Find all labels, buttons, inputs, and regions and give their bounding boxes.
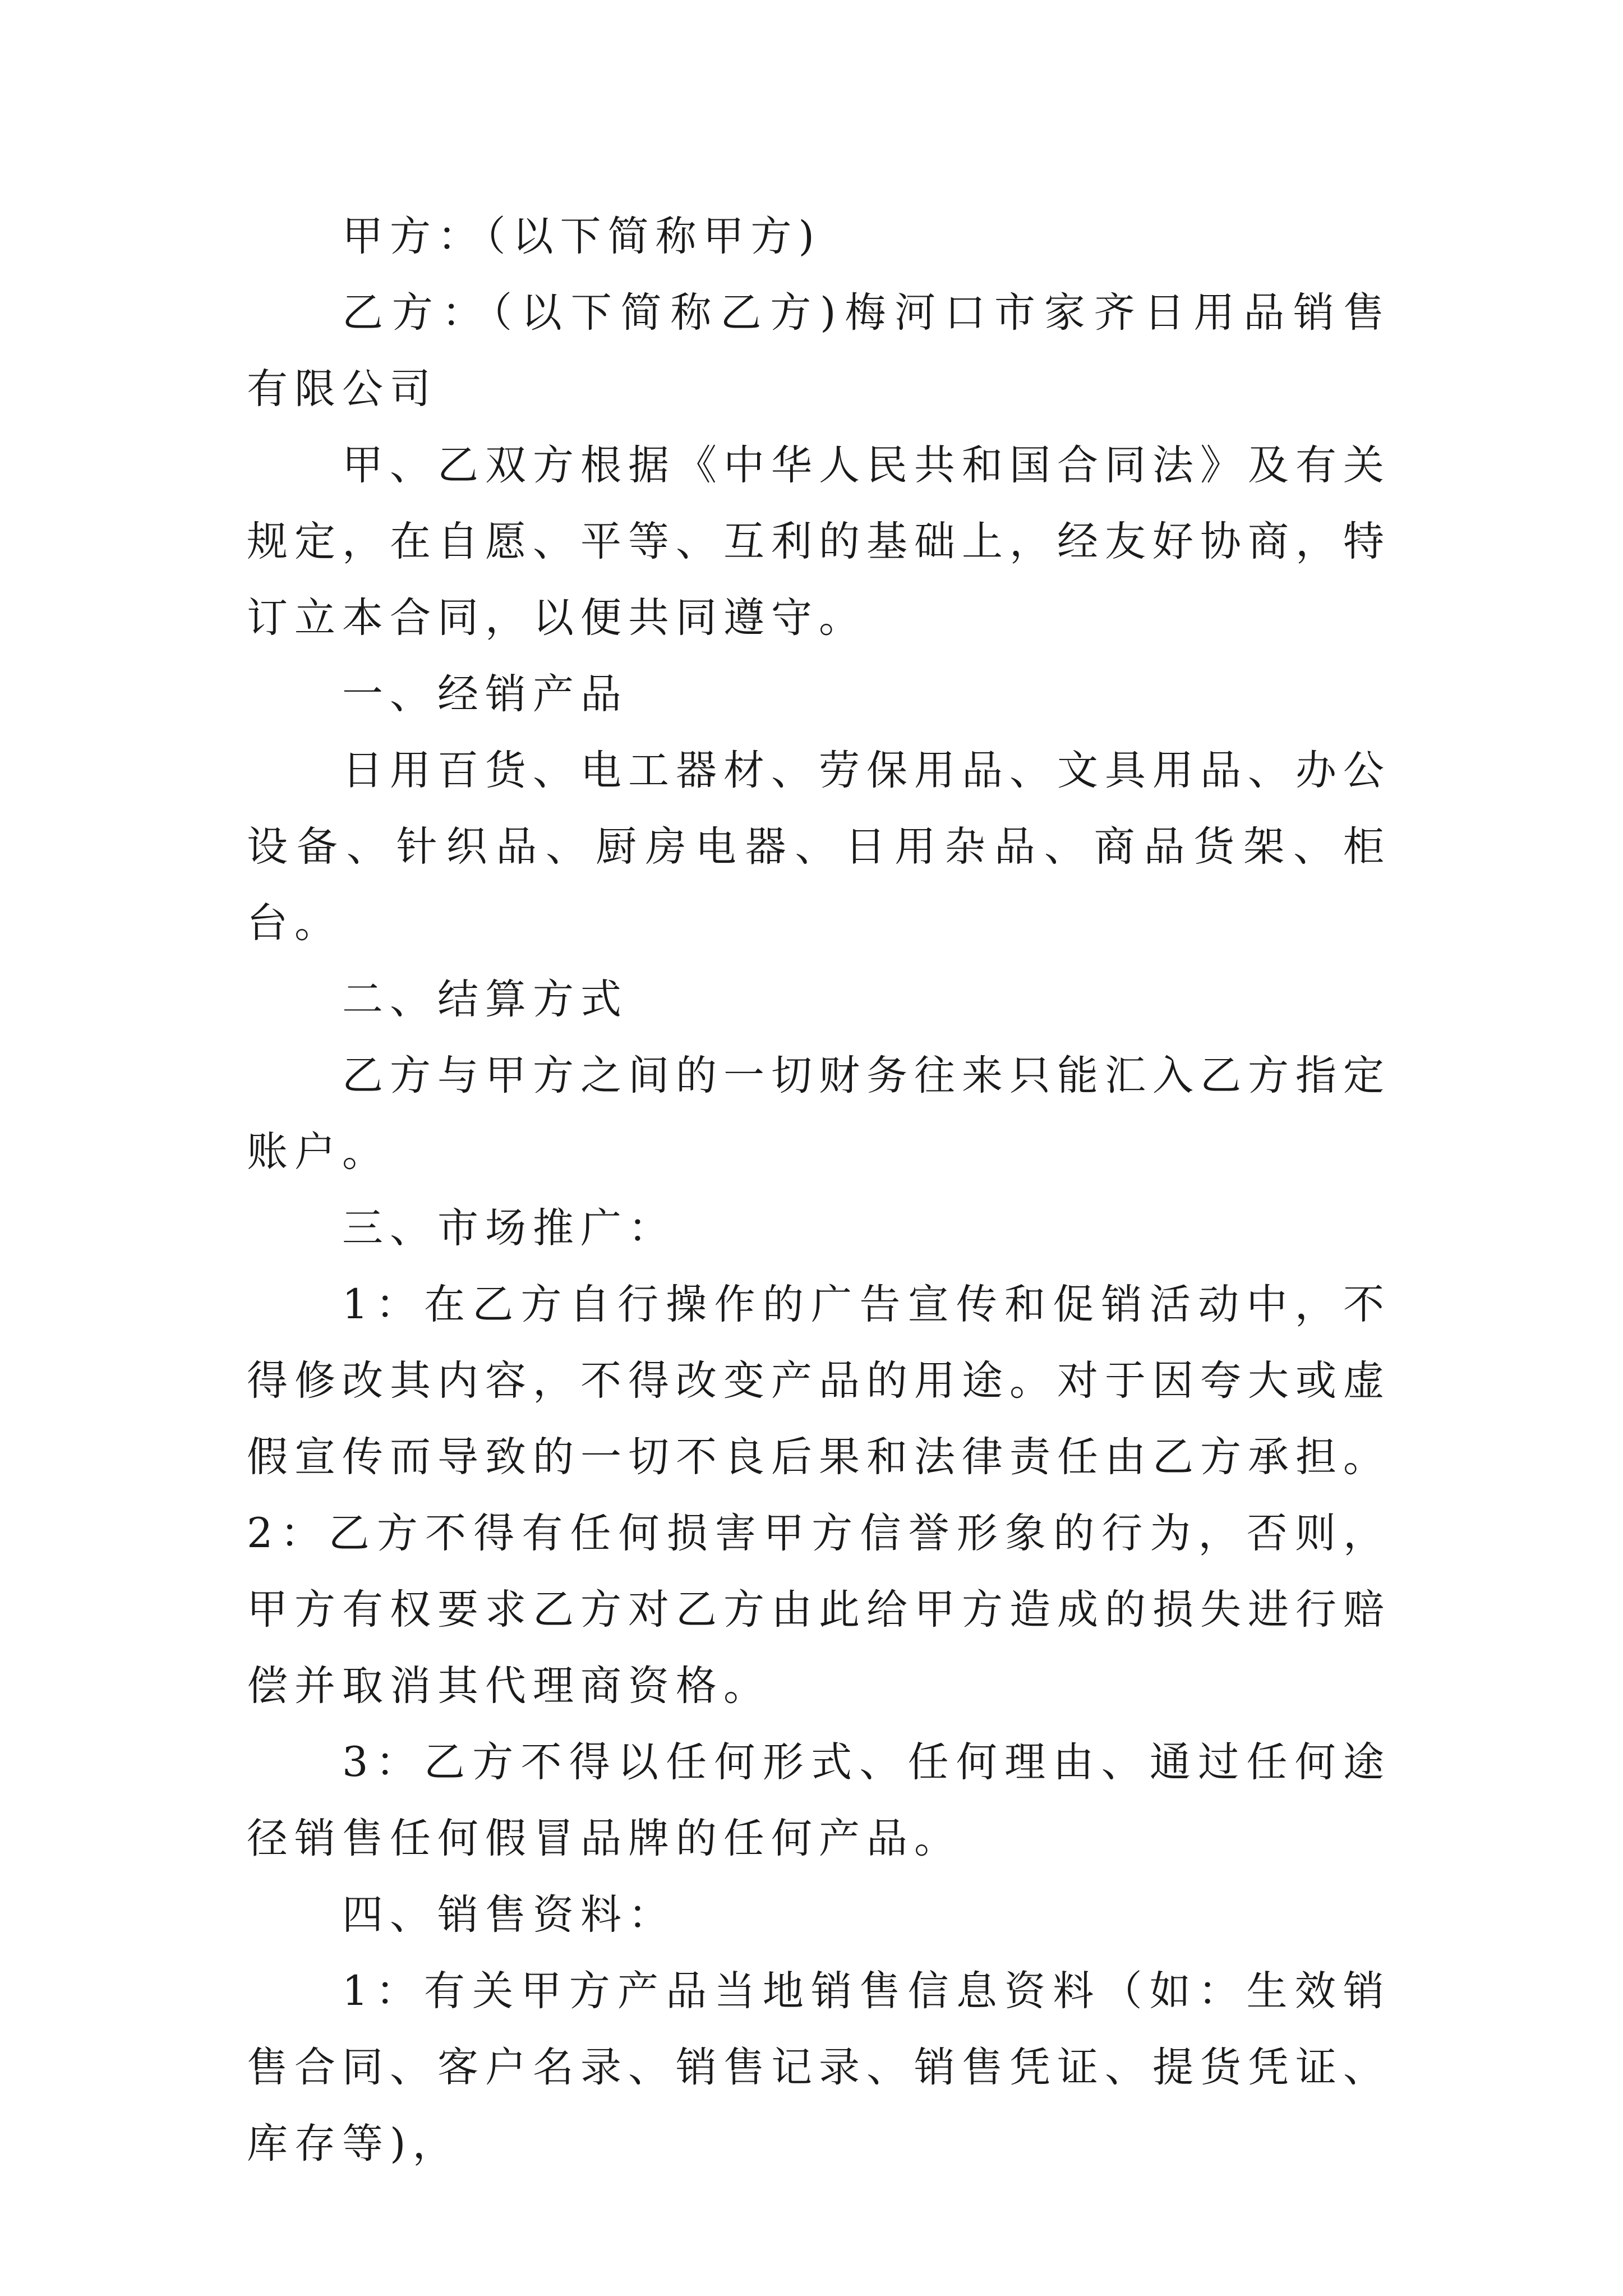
heading-marketing: 三、市场推广： [342, 1204, 676, 1252]
heading-sales-materials: 四、销售资料： [342, 1891, 676, 1939]
paragraph-sales-materials-1: 1：有关甲方产品当地销售信息资料（如：生效销售合同、客户名录、销售记录、销售凭证、提货凭证、库存等)， [247, 1967, 1391, 2168]
document-body [247, 199, 1391, 2182]
heading-settlement: 二、结算方式 [342, 976, 628, 1023]
paragraph-settlement: 乙方与甲方之间的一切财务往来只能汇入乙方指定账户。 [247, 1052, 1391, 1176]
paragraph-marketing-3: 3：乙方不得以任何形式、任何理由、通过任何途径销售任何假冒品牌的任何产品。 [247, 1738, 1391, 1862]
heading-products: 一、经销产品 [342, 670, 628, 718]
paragraph-party-b: 乙方：（以下简称乙方)梅河口市家齐日用品销售有限公司 [247, 289, 1391, 413]
paragraph-preamble: 甲、乙双方根据《中华人民共和国合同法》及有关规定，在自愿、平等、互利的基础上，经友好协商，特订立本合同，以便共同遵守。 [247, 441, 1391, 642]
paragraph-party-a: 甲方：（以下简称甲方) [342, 213, 821, 260]
paragraph-products: 日用百货、电工器材、劳保用品、文具用品、办公设备、针织品、厨房电器、日用杂品、商品货架、柜台。 [247, 747, 1391, 947]
paragraph-marketing-1-2: 1：在乙方自行操作的广告宣传和促销活动中，不得修改其内容，不得改变产品的用途。对于因夸大或虚假宣传而导致的一切不良后果和法律责任由乙方承担。 2：乙方不得有任何损害甲方信誉形象的行为，否则，甲方有权要求乙方对乙方由此给甲方造成的损失进行赔偿并取消其代理商资格。 [247, 1281, 1391, 1710]
